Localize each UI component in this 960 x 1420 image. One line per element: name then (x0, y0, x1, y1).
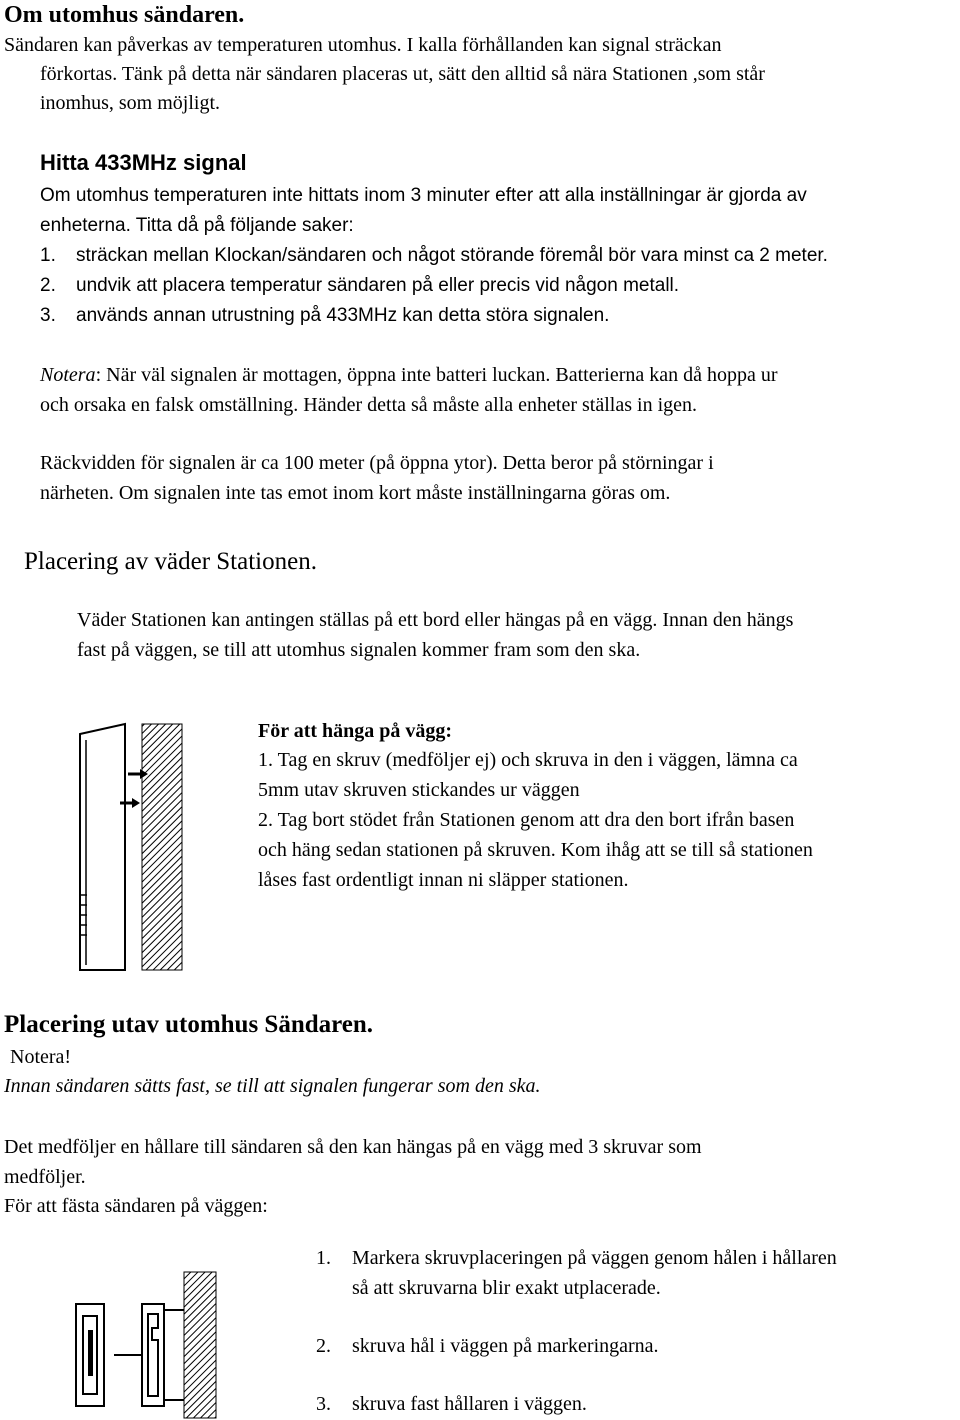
hang-line-3: 2. Tag bort stödet från Stationen genom att dra den bort ifrån basen (258, 809, 795, 831)
section1-line-1: Sändaren kan påverkas av temperaturen utomhus. I kalla förhållanden kan signal sträckan (4, 34, 722, 56)
range-line-1: Räckvidden för signalen är ca 100 meter (på öppna ytor). Detta beror på störningar i (40, 452, 714, 474)
note-line-2: och orsaka en falsk omställning. Händer detta så måste alla enheter ställas in igen. (40, 394, 698, 416)
bracket-illustration (72, 1270, 222, 1420)
section1-line-2: förkortas. Tänk på detta när sändaren placeras ut, sätt den alltid så nära Stationen ,som står (40, 63, 765, 85)
list-item-2 (40, 271, 679, 301)
section4-note: Notera! (10, 1046, 72, 1068)
section2-intro-1: Om utomhus temperaturen inte hittats inom 3 minuter efter att alla inställningar är gjorda av (40, 185, 807, 206)
section1-line-3: inomhus, som möjligt. (40, 92, 221, 114)
section2-intro-2: enheterna. Titta då på följande saker: (40, 215, 354, 236)
note-label: Notera (40, 364, 96, 386)
note-line-1 (40, 360, 778, 390)
list-text: används annan utrustning på 433MHz kan detta störa signalen. (76, 305, 610, 326)
step-text: skruva hål i väggen på markeringarna. (352, 1335, 659, 1357)
section1-title: Om utomhus sändaren. (4, 2, 245, 28)
section3-line-1: Väder Stationen kan antingen ställas på ett bord eller hängas på en vägg. Innan den hängs (77, 609, 794, 631)
transmitter-icon (76, 1304, 104, 1406)
list-item-1 (40, 241, 828, 271)
list-number: 3. (40, 305, 56, 326)
attach-title: För att fästa sändaren på väggen: (4, 1195, 268, 1217)
list-text: sträckan mellan Klockan/sändaren och något störande föremål bör vara minst ca 2 meter. (76, 245, 828, 266)
step-number: 1. (316, 1247, 331, 1269)
step-number: 2. (316, 1335, 331, 1357)
section3-title: Placering av väder Stationen. (24, 548, 317, 575)
section4-italic-line: Innan sändaren sätts fast, se till att signalen fungerar som den ska. (4, 1075, 541, 1097)
list-item-3 (40, 301, 609, 331)
step-number: 3. (316, 1393, 331, 1415)
section4-line-1: Det medföljer en hållare till sändaren så den kan hängas på en vägg med 3 skruvar som (4, 1136, 702, 1158)
range-line-2: närheten. Om signalen inte tas emot inom kort måste inställningarna göras om. (40, 482, 671, 504)
section4-title: Placering utav utomhus Sändaren. (4, 1011, 374, 1038)
list-text: undvik att placera temperatur sändaren på eller precis vid någon metall. (76, 275, 680, 296)
hang-line-4: och häng sedan stationen på skruven. Kom ihåg att se till så stationen (258, 839, 813, 861)
hang-line-2: 5mm utav skruven stickandes ur väggen (258, 779, 580, 801)
wall-mount-illustration (70, 720, 190, 975)
list-number: 2. (40, 275, 56, 296)
hang-title: För att hänga på vägg: (258, 720, 453, 742)
section4-line-2: medföljer. (4, 1166, 86, 1188)
list-number: 1. (40, 245, 56, 266)
step-text: skruva fast hållaren i väggen. (352, 1393, 587, 1415)
section2-title: Hitta 433MHz signal (40, 150, 247, 175)
wall-hatch (184, 1272, 216, 1418)
wall-hatch (142, 724, 182, 970)
step-3 (316, 1389, 587, 1419)
step-text: Markera skruvplaceringen på väggen genom hålen i hållaren (352, 1247, 837, 1269)
section3-line-2: fast på väggen, se till att utomhus signalen kommer fram som den ska. (77, 639, 641, 661)
bracket-icon (114, 1304, 184, 1406)
hang-line-5: låses fast ordentligt innan ni släpper stationen. (258, 869, 629, 891)
step-2 (316, 1331, 659, 1361)
step-1 (316, 1243, 837, 1273)
step-1-continued: så att skruvarna blir exakt utplacerade. (352, 1277, 661, 1299)
note-text: : När väl signalen är mottagen, öppna inte batteri luckan. Batterierna kan då hoppa ur (95, 364, 778, 386)
hang-line-1: 1. Tag en skruv (medföljer ej) och skruva in den i väggen, lämna ca (258, 749, 798, 771)
